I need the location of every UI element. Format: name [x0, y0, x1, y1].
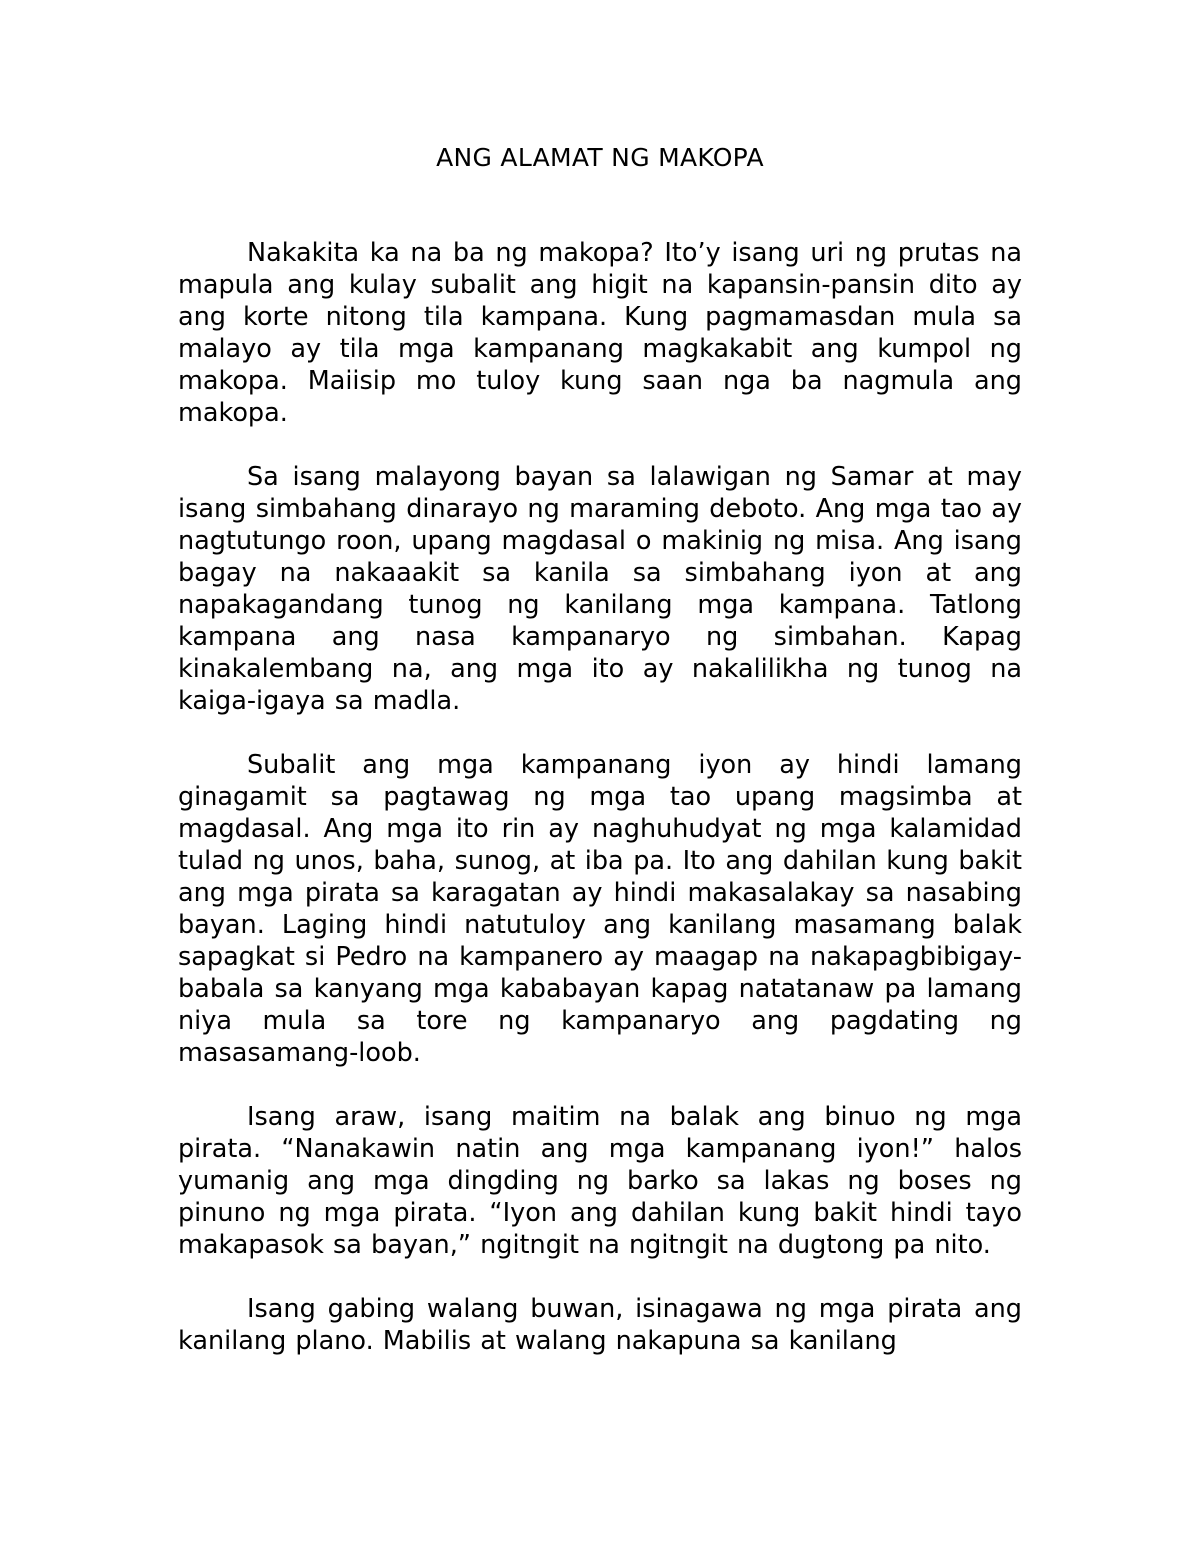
document-title: ANG ALAMAT NG MAKOPA — [436, 143, 764, 172]
paragraph-2: Sa isang malayong bayan sa lalawigan ng Samar at may isang simbahang dinarayo ng maraming deboto. Ang mga tao ay nagtutungo roon, upang magdasal o makinig ng misa. Ang isang bagay na nakaaakit sa kanila sa simbahang iyon at ang napakagandang tunog ng kanilang mga kampana. Tatlong kampana ang nasa kampanaryo ng simbahan. Kapag kinakalembang na, ang mga ito ay nakalilikha ng tunog na kaiga-igaya sa madla. — [178, 462, 1022, 716]
paragraph-5: Isang gabing walang buwan, isinagawa ng mga pirata ang kanilang plano. Mabilis at walang nakapuna sa kanilang — [178, 1294, 1022, 1356]
paragraph-1: Nakakita ka na ba ng makopa? Ito’y isang uri ng prutas na mapula ang kulay subalit ang higit na kapansin-pansin dito ay ang korte nitong tila kampana. Kung pagmamasdan mula sa malayo ay tila mga kampanang magkakabit ang kumpol ng makopa. Maiisip mo tuloy kung saan nga ba nagmula ang makopa. — [178, 238, 1022, 428]
paragraph-3: Subalit ang mga kampanang iyon ay hindi lamang ginagamit sa pagtawag ng mga tao upang magsimba at magdasal. Ang mga ito rin ay naghuhudyat ng mga kalamidad tulad ng unos, baha, sunog, at iba pa. Ito ang dahilan kung bakit ang mga pirata sa karagatan ay hindi makasalakay sa nasabing bayan. Laging hindi natutuloy ang kanilang masamang balak sapagkat si Pedro na kampanero ay maagap na nakapagbibigay-babala sa kanyang mga kababayan kapag natatanaw pa lamang niya mula sa tore ng kampanaryo ang pagdating ng masasamang-loob. — [178, 750, 1022, 1068]
document-body — [178, 237, 1022, 1389]
paragraph-4: Isang araw, isang maitim na balak ang binuo ng mga pirata. “Nanakawin natin ang mga kampanang iyon!” halos yumanig ang mga dingding ng barko sa lakas ng boses ng pinuno ng mga pirata. “Iyon ang dahilan kung bakit hindi tayo makapasok sa bayan,” ngitngit na ngitngit na dugtong pa nito. — [178, 1102, 1022, 1260]
